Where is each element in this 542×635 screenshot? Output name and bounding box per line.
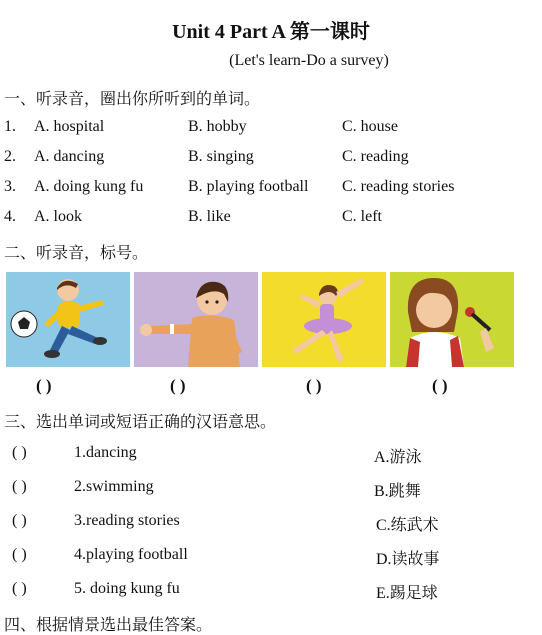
football-kid-illustration — [6, 272, 130, 367]
item-number: 3. — [4, 178, 16, 195]
section1-heading: 一、听录音，圈出你所听到的单词。 — [4, 91, 261, 108]
picture-strip — [6, 272, 514, 367]
option-a: A. look — [34, 208, 82, 225]
option-b: B. hobby — [188, 118, 247, 135]
section2-heading: 二、听录音，标号。 — [4, 245, 149, 262]
singing-girl-illustration — [390, 272, 514, 367]
list-item — [4, 178, 534, 200]
option-c: C. reading — [342, 148, 409, 165]
section3-heading: 三、选出单词或短语正确的汉语意思。 — [4, 414, 277, 431]
list-item — [12, 512, 532, 534]
dancing-girl-illustration — [262, 272, 386, 367]
english-term: 2.swimming — [74, 478, 154, 495]
answer-blank[interactable]: ( ) — [12, 444, 27, 461]
option-c: C. house — [342, 118, 398, 135]
item-number: 2. — [4, 148, 16, 165]
page-subtitle: (Let's learn-Do a survey) — [229, 52, 389, 69]
list-item — [4, 208, 534, 230]
list-item — [12, 478, 532, 500]
item-number: 1. — [4, 118, 16, 135]
answer-blank[interactable]: ( ) — [12, 478, 27, 495]
answer-blank[interactable]: ( ) — [12, 546, 27, 563]
option-a: A. hospital — [34, 118, 105, 135]
english-term: 5. doing kung fu — [74, 580, 180, 597]
option-a: A. dancing — [34, 148, 105, 165]
chinese-meaning: B.跳舞 — [374, 483, 421, 500]
english-term: 4.playing football — [74, 546, 188, 563]
option-b: B. playing football — [188, 178, 309, 195]
chinese-meaning: A.游泳 — [374, 449, 422, 466]
answer-blank[interactable]: ( ) — [12, 512, 27, 529]
chinese-meaning: C.练武术 — [376, 517, 439, 534]
option-b: B. singing — [188, 148, 254, 165]
chinese-meaning: D.读故事 — [376, 551, 440, 568]
list-item — [4, 148, 534, 170]
option-c: C. left — [342, 208, 382, 225]
kung-fu-kid-illustration — [134, 272, 258, 367]
item-number: 4. — [4, 208, 16, 225]
list-item — [12, 580, 532, 602]
answer-blank[interactable]: ( ) — [306, 376, 322, 395]
english-term: 1.dancing — [74, 444, 137, 461]
list-item — [12, 444, 532, 466]
option-b: B. like — [188, 208, 231, 225]
page-title: Unit 4 Part A 第一课时 — [172, 21, 370, 43]
answer-blank[interactable]: ( ) — [12, 580, 27, 597]
answer-blank[interactable]: ( ) — [170, 376, 186, 395]
answer-blank[interactable]: ( ) — [432, 376, 448, 395]
answer-blank[interactable]: ( ) — [36, 376, 52, 395]
english-term: 3.reading stories — [74, 512, 180, 529]
list-item — [4, 118, 534, 140]
option-a: A. doing kung fu — [34, 178, 144, 195]
chinese-meaning: E.踢足球 — [376, 585, 438, 602]
option-c: C. reading stories — [342, 178, 455, 195]
section4-heading: 四、根据情景选出最佳答案。 — [4, 617, 213, 634]
list-item — [12, 546, 532, 568]
